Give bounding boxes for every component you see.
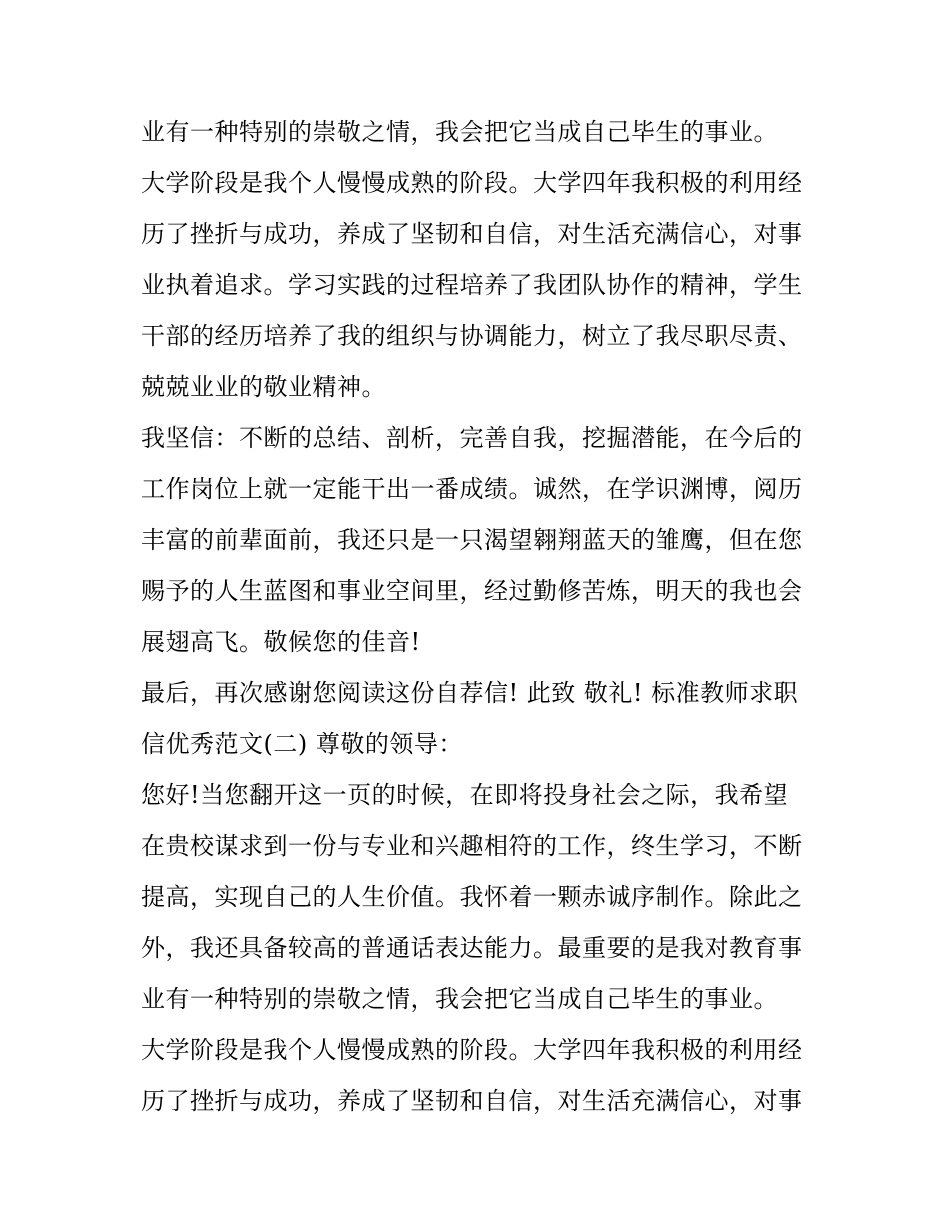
text-line: 干部的经历培养了我的组织与协调能力，树立了我尽职尽责、 [141,322,803,350]
text-line: 工作岗位上就一定能干出一番成绩。诚然，在学识渊博，阅历 [141,475,803,503]
text-line: 历了挫折与成功，养成了坚韧和自信，对生活充满信心，对事 [141,220,803,248]
text-line: 兢兢业业的敬业精神。 [141,373,386,401]
text-line: 业有一种特别的崇敬之情，我会把它当成自己毕生的事业。 [141,118,778,146]
text-line: 业执着追求。学习实践的过程培养了我团队协作的精神，学生 [141,271,803,299]
text-line: 丰富的前辈面前，我还只是一只渴望翱翔蓝天的雏鹰，但在您 [141,526,803,554]
text-line: 您好!当您翻开这一页的时候，在即将投身社会之际，我希望 [141,781,789,809]
text-line: 提高，实现自己的人生价值。我怀着一颗赤诚序制作。除此之 [141,883,803,911]
text-line: 大学阶段是我个人慢慢成熟的阶段。大学四年我积极的利用经 [141,1036,803,1064]
text-line: 在贵校谋求到一份与专业和兴趣相符的工作，终生学习，不断 [141,832,803,860]
text-line: 展翅高飞。敬候您的佳音! [141,628,421,656]
body-text [141,107,821,1127]
text-line: 业有一种特别的崇敬之情，我会把它当成自己毕生的事业。 [141,985,778,1013]
text-line: 外，我还具备较高的普通话表达能力。最重要的是我对教育事 [141,934,803,962]
text-line: 我坚信：不断的总结、剖析，完善自我，挖掘潜能，在今后的 [141,424,803,452]
text-line: 历了挫折与成功，养成了坚韧和自信，对生活充满信心，对事 [141,1087,803,1115]
text-line: 信优秀范文(二) 尊敬的领导： [141,730,463,758]
text-line: 大学阶段是我个人慢慢成熟的阶段。大学四年我积极的利用经 [141,169,803,197]
text-line: 最后，再次感谢您阅读这份自荐信! 此致 敬礼! 标准教师求职 [141,679,799,707]
text-line: 赐予的人生蓝图和事业空间里，经过勤修苦炼，明天的我也会 [141,577,803,605]
